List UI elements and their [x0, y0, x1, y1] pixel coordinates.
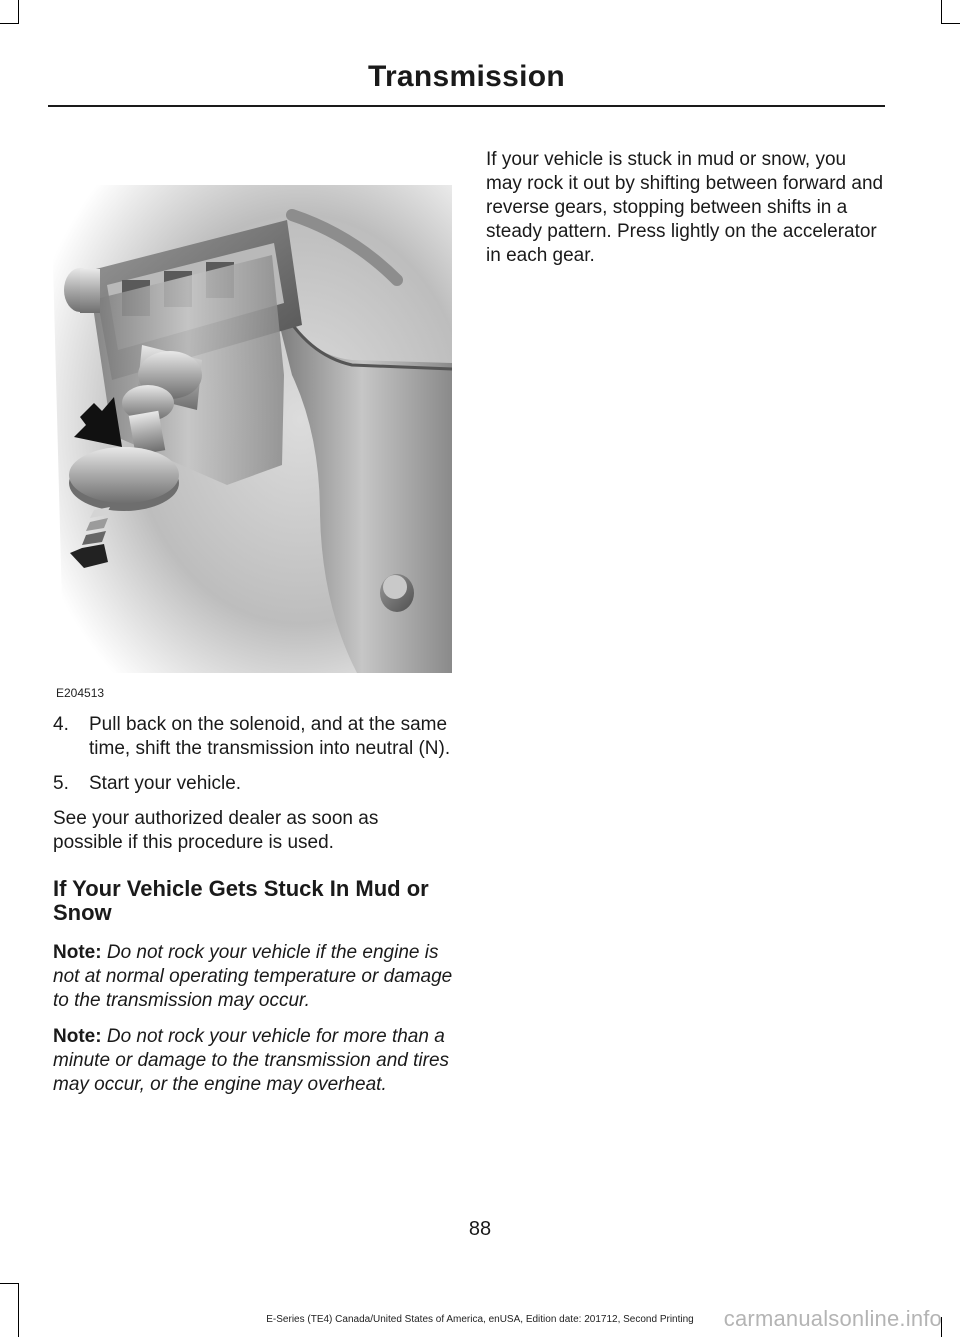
crop-mark	[941, 23, 960, 24]
manual-park-release-illustration	[52, 185, 452, 673]
step-text: Pull back on the solenoid, and at the same time, shift the transmission into neutral (N).	[89, 714, 451, 759]
right-column	[486, 148, 886, 280]
list-item	[53, 772, 453, 796]
crop-mark	[0, 1283, 19, 1284]
note-paragraph	[53, 1025, 453, 1097]
page-number: 88	[468, 1218, 492, 1240]
page-title: Transmission	[367, 60, 565, 93]
section-heading: If Your Vehicle Gets Stuck In Mud or Snow	[53, 876, 429, 925]
crop-mark	[0, 23, 19, 24]
crop-mark	[18, 0, 19, 24]
dealer-paragraph: See your authorized dealer as soon as possible if this procedure is used.	[53, 808, 379, 853]
list-item	[53, 713, 453, 761]
step-text: Start your vehicle.	[89, 773, 242, 794]
edition-footer: E-Series (TE4) Canada/United States of America, enUSA, Edition date: 201712, Second Printing	[266, 1314, 694, 1325]
step-number: 5.	[53, 773, 69, 794]
figure-code: E204513	[56, 686, 105, 700]
crop-mark	[941, 0, 942, 24]
crop-mark	[18, 1283, 19, 1337]
note-label: Note:	[53, 1026, 102, 1047]
note-paragraph	[53, 941, 453, 1013]
note-text: Do not rock your vehicle for more than a minute or damage to the transmission and tires may occur, or the engine may overheat.	[53, 1026, 450, 1095]
rocking-paragraph: If your vehicle is stuck in mud or snow, you may rock it out by shifting between forward and reverse gears, stopping between shifts in a steady pattern. Press lightly on the accelerator in each gear.	[486, 149, 884, 266]
watermark: carmanualsonline.info	[723, 1306, 942, 1331]
step-number: 4.	[53, 714, 69, 735]
header-divider	[48, 105, 885, 107]
left-column	[53, 713, 453, 1109]
note-text: Do not rock your vehicle if the engine is not at normal operating temperature or damage to the transmission may occur.	[53, 942, 453, 1011]
note-label: Note:	[53, 942, 102, 963]
